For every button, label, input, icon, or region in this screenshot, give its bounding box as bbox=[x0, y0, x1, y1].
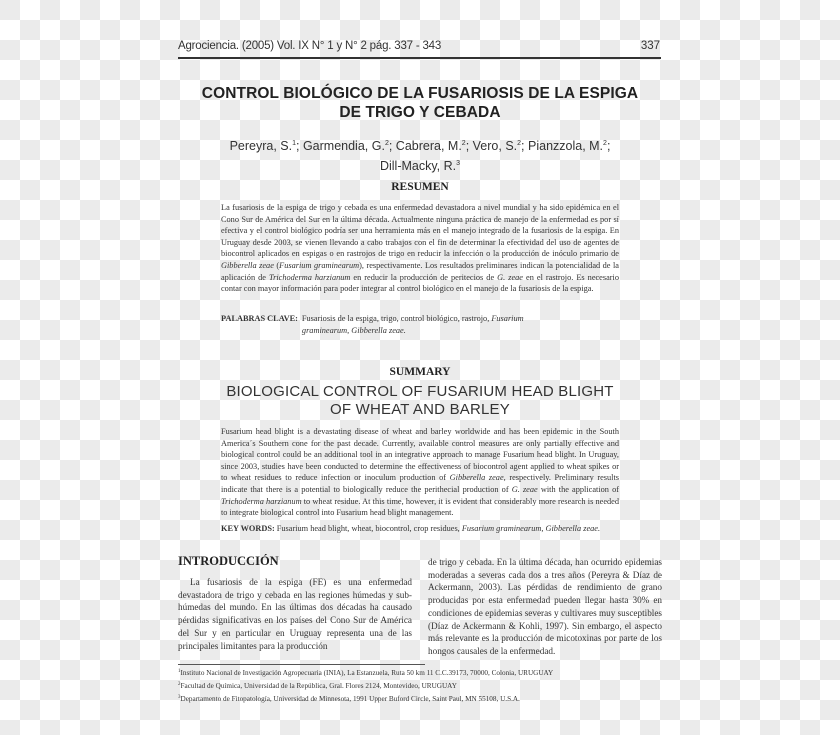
text-run: respectively. Preliminary results indicate that there is a potential to biologically reduce the perithecial production of bbox=[221, 473, 619, 494]
key-words bbox=[221, 523, 619, 535]
keywords-label: PALABRAS CLAVE: bbox=[221, 314, 298, 323]
text-run: ), respectivamente. Los resultados preliminares indican la potencialidad de la aplicación de bbox=[221, 260, 619, 282]
italic-term: Gibberella zeae. bbox=[351, 325, 406, 335]
author: Cabrera, M.$^2$ bbox=[395, 139, 466, 153]
resumen-heading: RESUMEN bbox=[391, 181, 449, 193]
italic-term: Gibberella zeae. bbox=[545, 524, 601, 533]
author: Vero, S.$^2$ bbox=[472, 139, 522, 153]
author: Pianzzola, M.$^2$ bbox=[528, 139, 607, 153]
footnote-text: Departamento de Fitopatología, Universidad de Minnesota, 1991 Upper Buford Circle, Saint Paul, MN 55108, U.S.A. bbox=[180, 695, 520, 703]
italic-term: Trichoderma harzianum bbox=[221, 496, 302, 506]
text-run: with the application of bbox=[537, 484, 619, 494]
english-title bbox=[215, 383, 625, 419]
footnote-rule bbox=[178, 664, 425, 665]
affiliation-marker: 2 bbox=[461, 140, 466, 147]
italic-term: G. zeae bbox=[511, 484, 538, 494]
footnote bbox=[178, 692, 668, 705]
introduction-heading: INTRODUCCIÓN bbox=[178, 554, 279, 568]
italic-term: Fusarium graminearum bbox=[461, 524, 542, 533]
affiliation-footnotes bbox=[178, 666, 668, 705]
footnote bbox=[178, 679, 668, 692]
footnote-text: Facultad de Química, Universidad de la República, Gral. Flores 2124, Montevideo, URUGUAY bbox=[180, 682, 457, 690]
text-run: La fusariosis de la espiga de trigo y cebada es una enfermedad devastadora a nivel mundial y ha sido epidémica en el Cono Sur de América del Sur en la última década. Actualmente ninguna práctica de manejo de la enfermedad es por sí efectiva y el control biológico podría ser una herramienta más en el manejo integrado de la fusariosis de la espiga. En Uruguay desde 2003, se vienen llevando a cabo trabajos con el fin de determinar la efectividad del uso de agentes de biocontrol aplicados en espigas o en rastrojos de trigo en reducir la infección o la producción de inóculo primario de bbox=[221, 203, 619, 259]
footnote-text: Instituto Nacional de Investigación Agropecuaria (INIA), La Estanzuela, Ruta 50 km 11 C.C.39173, 70000, Colonia, URUGUAY bbox=[180, 669, 554, 677]
running-header bbox=[178, 40, 660, 56]
footnote-marker: 2 bbox=[178, 682, 181, 687]
key-words-list bbox=[275, 524, 600, 533]
english-title-line-1: BIOLOGICAL CONTROL OF FUSARIUM HEAD BLIGHT bbox=[226, 383, 614, 400]
text-run: en el rastrojo. Es necesario contar con mayor información para poder integrar al control biológico en el manejo de la fusariosis de la espiga. bbox=[221, 272, 619, 294]
affiliation-marker: 2 bbox=[517, 140, 522, 147]
journal-citation: Agrociencia. (2005) Vol. IX N° 1 y N° 2 pág. 337 - 343 bbox=[178, 40, 442, 52]
paper-title bbox=[170, 84, 670, 122]
introduction-left-column: La fusariosis de la espiga (FE) es una enfermedad devastadora de trigo y cebada en las regiones húmedas y sub-húmedas del mundo. En las últimas dos décadas ha causado pérdidas significativas en los países del Cono Sur de América del Sur y en particular en Uruguay representa una de las principales limitantes para la producción bbox=[178, 577, 412, 651]
page-number: 337 bbox=[640, 40, 660, 52]
palabras-clave bbox=[221, 313, 619, 336]
affiliation-marker: 2 bbox=[384, 140, 389, 147]
footnote-marker: 1 bbox=[178, 669, 181, 674]
italic-term: Gibberella zeae bbox=[221, 260, 274, 270]
italic-term: Fusarium graminearum bbox=[301, 314, 524, 335]
keywords-list bbox=[302, 313, 619, 336]
affiliation-marker: 1 bbox=[292, 140, 296, 147]
resumen-body bbox=[221, 202, 619, 295]
text-run: , bbox=[541, 524, 546, 533]
footnote-marker: 3 bbox=[178, 695, 181, 700]
header-rule bbox=[178, 57, 661, 59]
text-run: Fusarium head blight, wheat, biocontrol, crop residues, bbox=[274, 524, 462, 533]
text-run: en reducir la producción de peritecios de bbox=[350, 272, 498, 282]
author: Dill-Macky, R.$^3$ bbox=[379, 159, 461, 173]
summary-body bbox=[221, 426, 619, 519]
key-words-label: KEY WORDS: bbox=[221, 524, 275, 533]
italic-term: Gibberella zeae, bbox=[449, 473, 506, 483]
english-title-line-2: OF WHEAT AND BARLEY bbox=[330, 401, 510, 418]
summary-heading: SUMMARY bbox=[389, 366, 451, 378]
affiliation-marker: 3 bbox=[456, 160, 461, 167]
title-line-2: DE TRIGO Y CEBADA bbox=[339, 104, 501, 121]
footnote bbox=[178, 666, 668, 679]
italic-term: Fusarium graminearum bbox=[279, 260, 360, 270]
italic-term: G. zeae bbox=[497, 272, 523, 282]
text-run: Fusarium head blight is a devastating disease of wheat and barley worldwide and has been epidemic in the South America´s Southern cone for the past decade. Currently, available control measures are only partially effective and biological control could be an additional tool in an integrative approach to manage Fusarium head blight. In Uruguay, since 2003, studies have been conducted to determine the effectiveness of biocontrol agent applied to wheat spikes or to wheat residues to reduce infection or inoculum production of bbox=[221, 427, 619, 483]
introduction-right-column: de trigo y cebada. En la última década, han ocurrido epidemias moderadas a severas cada dos a tres años (Pereyra & Díaz de Ackermann, 2003). Las pérdidas de rendimiento de grano producidas por esta enfermedad pueden llegar hasta 30% en condiciones de epidemias severas y cultivares muy susceptibles (Díaz de Ackermann & Kohli, 1997). Sin embargo, el aspecto más relevante es la producción de micotoxinas por parte de los hongos causales de la enfermedad. bbox=[428, 557, 662, 656]
text-run: Fusariosis de la espiga, trigo, control biológico, rastrojo, bbox=[301, 314, 492, 323]
italic-term: Trichoderma harzianum bbox=[268, 272, 351, 282]
affiliation-marker: 2 bbox=[603, 140, 607, 147]
author: Pereyra, S.$^1$ bbox=[229, 139, 296, 153]
title-line-1: CONTROL BIOLÓGICO DE LA FUSARIOSIS DE LA ESPIGA bbox=[201, 85, 639, 102]
author: Garmendia, G.$^2$ bbox=[302, 139, 389, 153]
author-list: Pereyra, S.$^1$; Garmendia, G.$^2$; Cabrera, M.$^2$; Vero, S.$^2$; Pianzzola, M.$^2$; Dill-Macky, R.$^3$ bbox=[229, 139, 611, 173]
text-run: ( bbox=[273, 260, 280, 270]
text-run: to wheat residue. At this time, however, it is evident that considerably more research is needed to integrate biological control into Fusarium head blight management. bbox=[221, 496, 619, 518]
text-run: , bbox=[347, 325, 352, 335]
